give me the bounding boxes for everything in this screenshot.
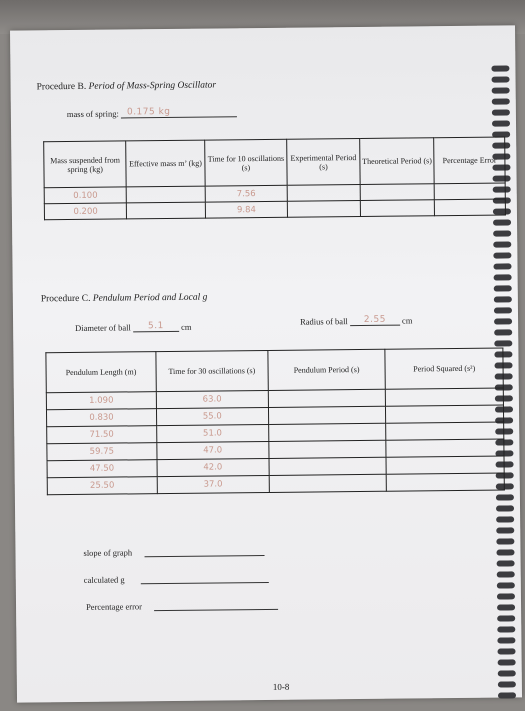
slope-row (83, 546, 264, 558)
table-cell[interactable]: 1.090 (46, 392, 156, 410)
col-effective-mass: Effective mass m’ (kg) (126, 140, 205, 187)
pendulum-header-row (46, 348, 503, 393)
table-cell[interactable] (435, 199, 506, 216)
table-cell[interactable]: 9.84 (205, 201, 288, 218)
diameter-label: Diameter of ball (75, 322, 131, 333)
table-cell[interactable] (360, 184, 435, 201)
table-cell[interactable] (268, 440, 386, 458)
binding-coil (492, 98, 510, 104)
radius-unit: cm (401, 315, 413, 326)
col-pendulum-length: Pendulum Length (m) (46, 352, 156, 393)
g-label: calculated g (83, 574, 125, 585)
g-field[interactable] (141, 582, 269, 584)
binding-coil (497, 604, 515, 610)
table-cell[interactable] (127, 186, 206, 203)
binding-coil (493, 252, 511, 258)
binding-coil (491, 65, 509, 71)
table-cell[interactable] (287, 184, 360, 201)
binding-coil (498, 659, 516, 665)
mass-spring-header-row (44, 137, 505, 188)
table-cell[interactable] (435, 183, 506, 200)
procedure-c-title: Pendulum Period and Local g (92, 292, 208, 304)
diameter-field[interactable] (133, 320, 179, 332)
table-cell[interactable]: 37.0 (157, 475, 269, 493)
col-time-30: Time for 30 oscillations (s) (156, 350, 268, 391)
table-cell[interactable]: 0.830 (46, 409, 156, 427)
binding-coil (494, 274, 512, 280)
table-row (44, 199, 505, 220)
binding-coil (497, 626, 515, 632)
binding-coil (496, 494, 514, 500)
binding-coil (494, 340, 512, 346)
table-cell[interactable]: 25.50 (47, 477, 157, 495)
table-cell[interactable]: 71.50 (47, 426, 157, 444)
binding-coil (492, 109, 510, 115)
table-cell[interactable] (127, 202, 206, 219)
col-mass-suspended: Mass suspended from spring (kg) (44, 141, 127, 188)
binding-coil (494, 296, 512, 302)
worksheet-page (10, 25, 522, 702)
col-theoretical-period: Theoretical Period (s) (360, 138, 435, 185)
procedure-c-prefix: Procedure C. (40, 293, 91, 305)
binding-coil (493, 230, 511, 236)
spring-mass-value: 0.175 kg (126, 106, 171, 118)
binding-coil (492, 120, 510, 126)
spring-mass-row (67, 105, 237, 119)
pendulum-table (45, 347, 504, 495)
binding-coil (498, 670, 516, 676)
spring-mass-label: mass of spring: (66, 108, 119, 120)
table-cell[interactable] (360, 200, 435, 217)
error-label: Percentage error (85, 601, 143, 612)
binding-coil (494, 285, 512, 291)
diameter-row (75, 320, 191, 333)
binding-coil (497, 571, 515, 577)
col-pendulum-period: Pendulum Period (s) (268, 349, 386, 390)
binding-coil (494, 307, 512, 313)
binding-coil (496, 505, 514, 511)
table-cell[interactable] (268, 423, 386, 441)
table-cell[interactable] (387, 473, 505, 491)
radius-field[interactable] (350, 314, 400, 327)
col-period-squared: Period Squared (s²) (385, 348, 503, 389)
diameter-value: 5.1 (147, 321, 164, 332)
table-cell[interactable]: 51.0 (156, 424, 268, 442)
spring-mass-field[interactable] (121, 105, 237, 118)
error-row (86, 600, 278, 612)
procedure-b-title: Period of Mass-Spring Oscillator (88, 80, 217, 92)
binding-coil (492, 87, 510, 93)
table-cell[interactable] (386, 439, 504, 457)
diameter-unit: cm (181, 321, 192, 332)
binding-coil (493, 219, 511, 225)
error-field[interactable] (154, 609, 278, 611)
binding-coil (494, 329, 512, 335)
table-cell[interactable] (268, 389, 386, 407)
page-number: 10-8 (272, 681, 290, 692)
table-cell[interactable] (386, 456, 504, 474)
binding-coil (493, 263, 511, 269)
binding-coil (496, 538, 514, 544)
radius-label: Radius of ball (300, 316, 348, 327)
table-cell[interactable] (269, 457, 387, 475)
col-time-10: Time for 10 oscillations (s) (204, 139, 287, 186)
table-cell[interactable]: 42.0 (157, 458, 269, 476)
table-cell[interactable]: 0.200 (44, 203, 127, 220)
binding-coil (497, 582, 515, 588)
table-cell[interactable]: 55.0 (156, 407, 268, 425)
procedure-c-heading (41, 293, 208, 305)
table-cell[interactable]: 0.100 (44, 187, 127, 204)
procedure-b-prefix: Procedure B. (36, 81, 87, 93)
binding-coil (496, 516, 514, 522)
binding-coil (498, 681, 516, 687)
binding-coil (493, 241, 511, 247)
table-cell[interactable]: 59.75 (47, 443, 157, 461)
table-cell[interactable]: 47.50 (47, 460, 157, 478)
col-experimental-period: Experimental Period (s) (287, 138, 360, 185)
table-cell[interactable] (269, 474, 387, 492)
table-cell[interactable] (386, 388, 504, 406)
binding-coil (498, 648, 516, 654)
radius-row (300, 313, 412, 326)
table-row (47, 473, 504, 495)
binding-coil (496, 549, 514, 555)
table-cell[interactable] (288, 200, 361, 217)
slope-label: slope of graph (83, 547, 133, 558)
table-cell[interactable] (386, 422, 504, 440)
binding-coil (497, 637, 515, 643)
table-cell[interactable]: 63.0 (156, 390, 268, 408)
binding-coil (497, 593, 515, 599)
binding-coil (497, 615, 515, 621)
g-row (84, 573, 269, 585)
binding-coil (497, 560, 515, 566)
binding-coil (494, 318, 512, 324)
table-cell[interactable]: 7.56 (205, 185, 288, 202)
table-cell[interactable]: 47.0 (157, 441, 269, 459)
mass-spring-table (43, 136, 506, 220)
binding-coil (492, 76, 510, 82)
binding-coil (496, 527, 514, 533)
radius-value: 2.55 (363, 314, 386, 325)
binding-coil (498, 692, 516, 698)
slope-field[interactable] (144, 555, 264, 557)
procedure-b-heading (37, 80, 217, 92)
table-cell[interactable] (386, 405, 504, 423)
col-percentage-error: Percentage Error (434, 137, 505, 184)
table-cell[interactable] (268, 406, 386, 424)
